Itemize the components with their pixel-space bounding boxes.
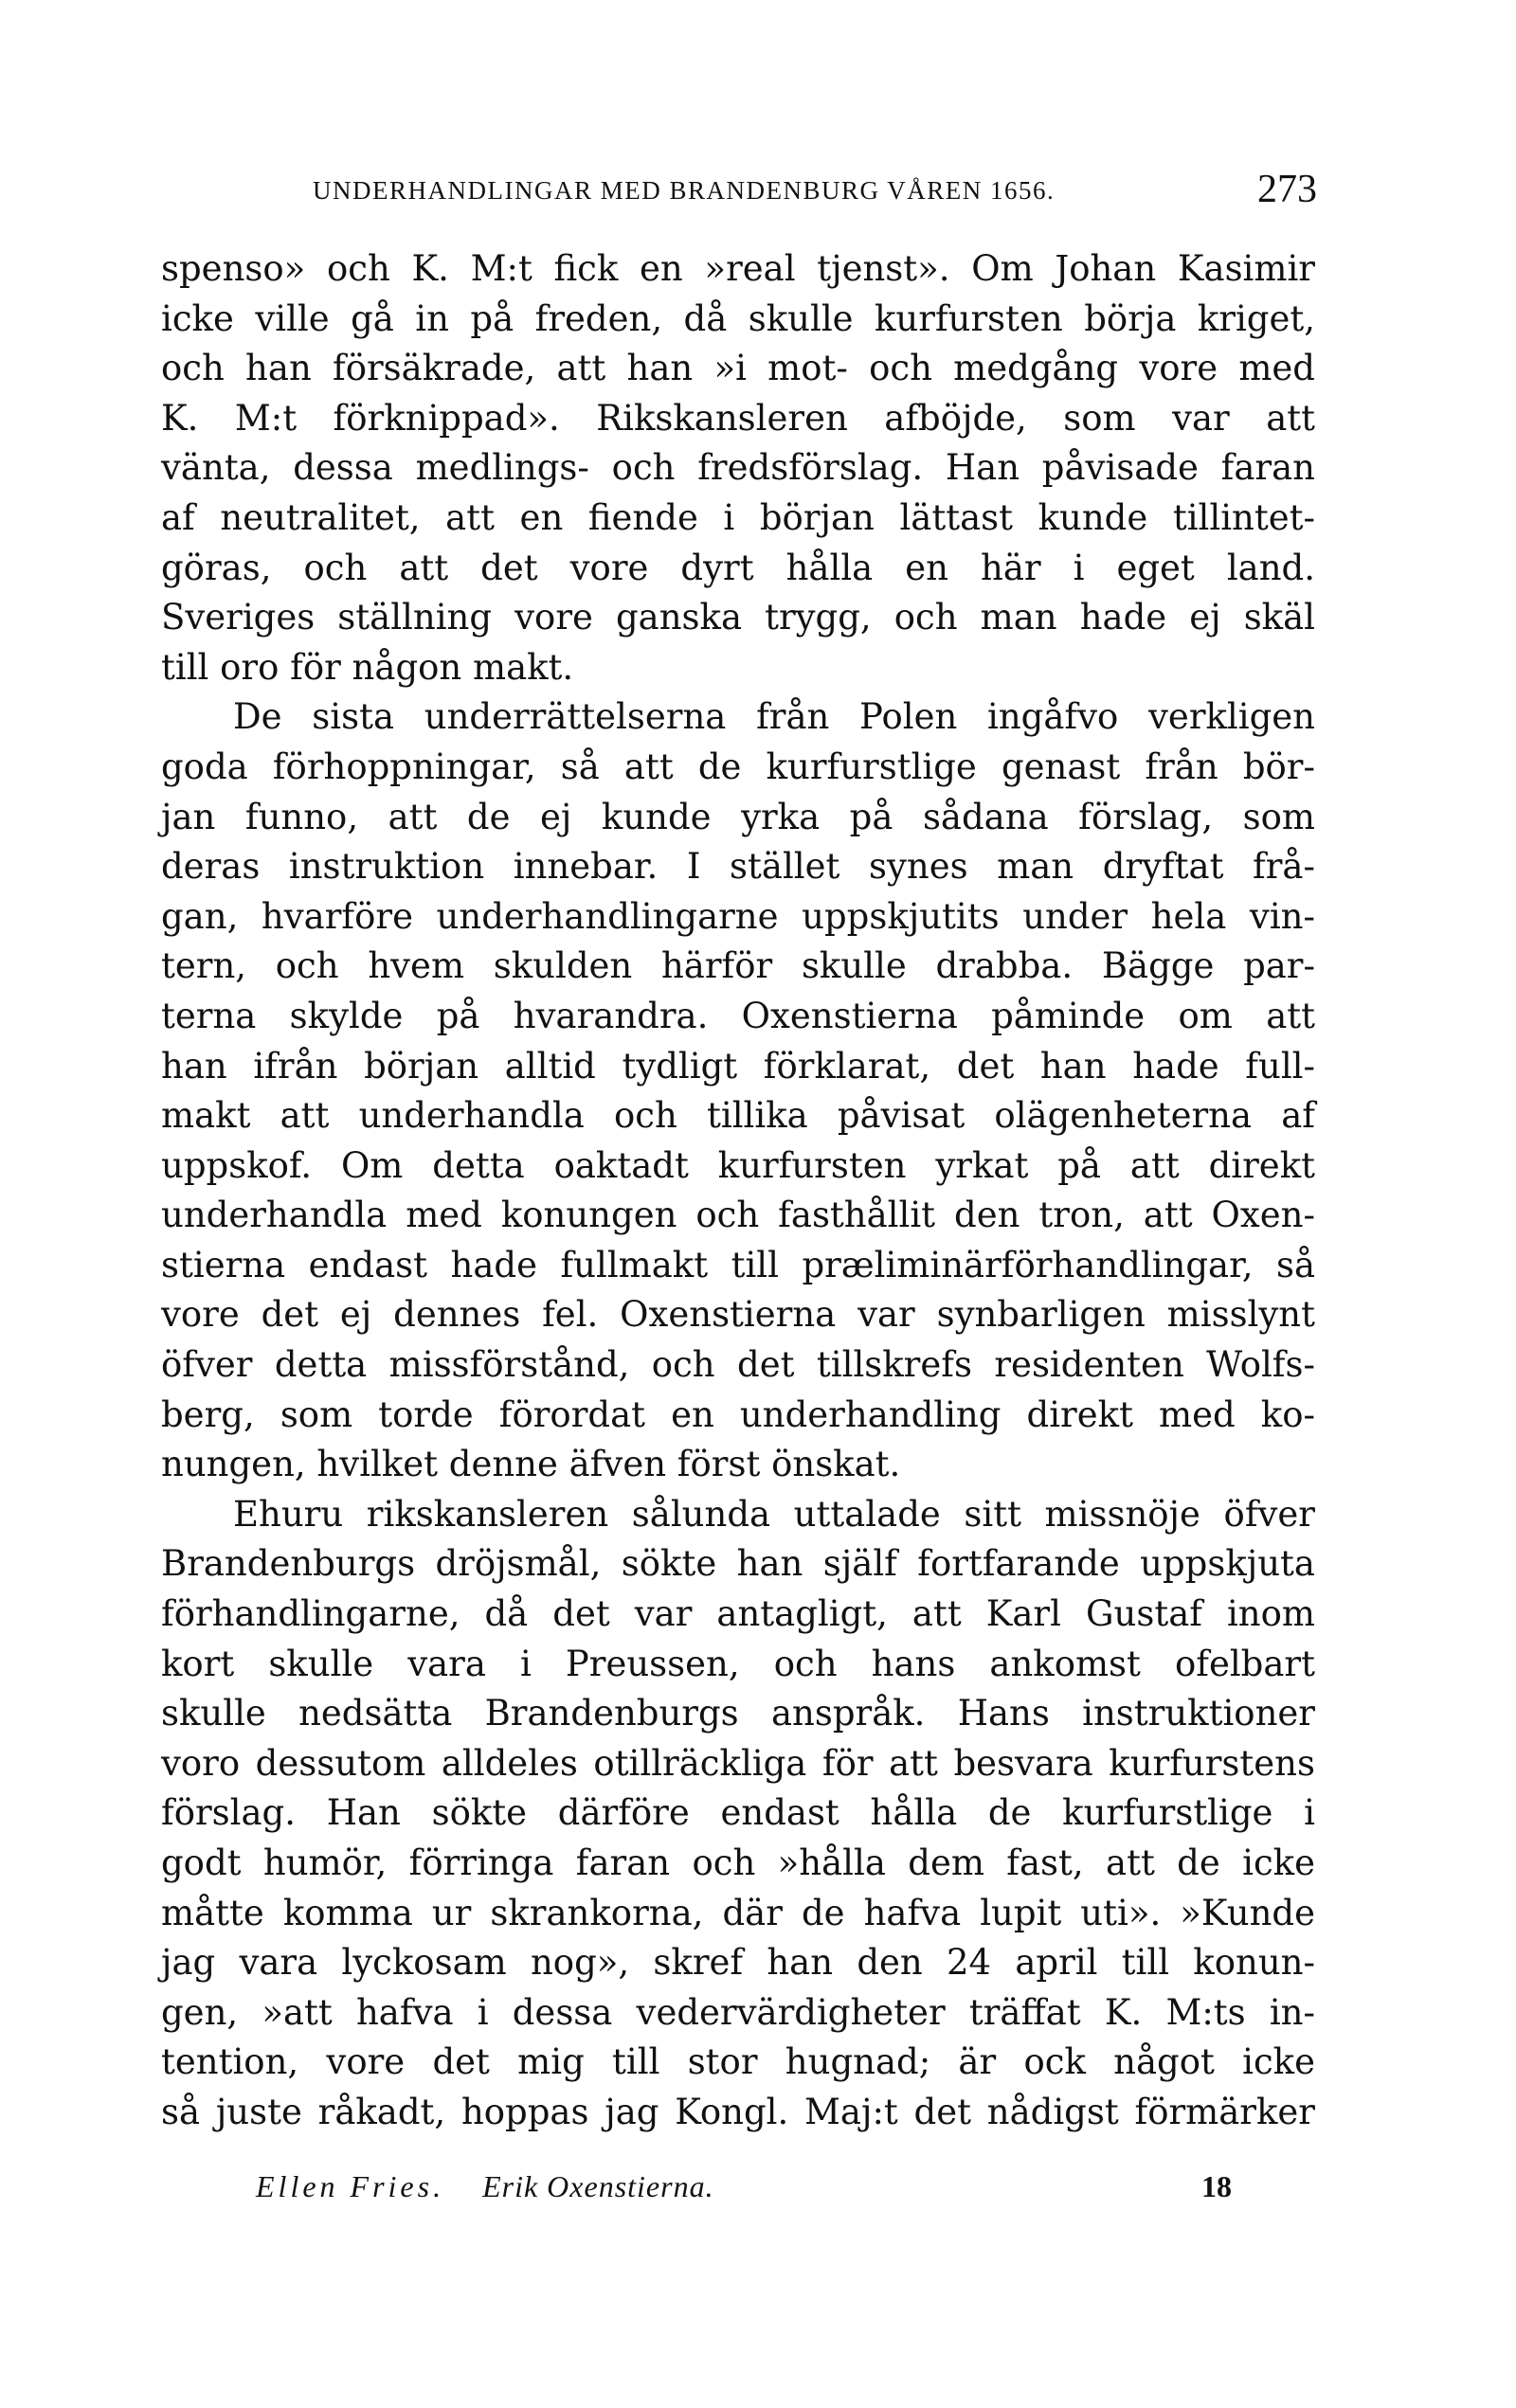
text-line: kort skulle vara i Preussen, och hans ankomst ofelbart (161, 1643, 1315, 1684)
text-line: Ehuru rikskansleren sålunda uttalade sitt missnöje öfver (233, 1493, 1315, 1535)
text-line: och han försäkrade, att han »i mot- och medgång vore med (161, 348, 1315, 389)
page-number: 273 (1257, 168, 1317, 211)
text-line: uppskof. Om detta oaktadt kurfursten yrkat på att direkt (161, 1144, 1315, 1186)
footer-author: Ellen Fries. (256, 2169, 445, 2203)
text-line: icke ville gå in på freden, då skulle kurfursten börja kriget, (161, 297, 1315, 339)
running-head (313, 167, 1317, 214)
sheet-number: 18 (1201, 2169, 1232, 2203)
footer-signature (256, 2169, 714, 2204)
text-line: spenso» och K. M:t fick en »real tjenst». Om Johan Kasimir (161, 248, 1315, 289)
body-text (161, 244, 1315, 2138)
text-line: voro dessutom alldeles otillräckliga för att besvara kurfurstens (161, 1742, 1315, 1784)
text-line: godt humör, förringa faran och »hålla dem fast, att de icke (161, 1842, 1315, 1883)
text-line: af neutralitet, att en fiende i början lättast kunde tillintet- (161, 496, 1315, 538)
text-line: stierna endast hade fullmakt till præliminärförhandlingar, så (161, 1244, 1315, 1285)
text-line: förhandlingarne, då det var antagligt, att Karl Gustaf inom (161, 1593, 1315, 1635)
text-line: De sista underrättelserna från Polen ingåfvo verkligen (233, 696, 1315, 738)
text-line: måtte komma ur skrankorna, där de hafva lupit uti». »Kunde (161, 1892, 1315, 1933)
text-line: goda förhoppningar, så att de kurfurstlige genast från bör- (161, 746, 1315, 787)
text-line: han ifrån början alltid tydligt förklarat, det han hade full- (161, 1045, 1315, 1087)
text-line: underhandla med konungen och fasthållit den tron, att Oxen- (161, 1195, 1315, 1236)
text-line: tention, vore det mig till stor hugnad; är ock något icke (161, 2041, 1315, 2083)
text-line: jan funno, att de ej kunde yrka på sådana förslag, som (161, 796, 1315, 837)
text-line: till oro för någon makt. (161, 646, 574, 688)
running-title: UNDERHANDLINGAR MED BRANDENBURG VÅREN 1656. (313, 176, 1056, 205)
text-line: vore det ej dennes fel. Oxenstierna var synbarligen misslynt (161, 1294, 1315, 1336)
text-line: vänta, dessa medlings- och fredsförslag. Han påvisade faran (161, 447, 1315, 489)
text-line: öfver detta missförstånd, och det tillskrefs residenten Wolfs- (161, 1344, 1315, 1386)
text-line: tern, och hvem skulden härför skulle drabba. Bägge par- (161, 945, 1315, 987)
page-footer (256, 2169, 1232, 2217)
footer-work-title: Erik Oxenstierna. (482, 2169, 714, 2203)
text-line: gan, hvarföre underhandlingarne uppskjutits under hela vin- (161, 895, 1315, 937)
text-line: nungen, hvilket denne äfven först önskat. (161, 1444, 901, 1485)
text-line: terna skylde på hvarandra. Oxenstierna påminde om att (161, 995, 1315, 1036)
text-line: göras, och att det vore dyrt hålla en här i eget land. (161, 547, 1315, 588)
text-line: så juste råkadt, hoppas jag Kongl. Maj:t det nådigst förmärker (161, 2091, 1315, 2132)
text-line: jag vara lyckosam nog», skref han den 24 april till konun- (161, 1942, 1315, 1984)
text-line: makt att underhandla och tillika påvisat olägenheterna af (161, 1095, 1315, 1137)
text-line: skulle nedsätta Brandenburgs anspråk. Hans instruktioner (161, 1693, 1315, 1734)
text-line: K. M:t förknippad». Rikskansleren afböjde, som var att (161, 397, 1315, 439)
text-line: berg, som torde förordat en underhandling direkt med ko- (161, 1393, 1315, 1435)
text-line: förslag. Han sökte därföre endast hålla de kurfurstlige i (161, 1792, 1315, 1834)
text-line: deras instruktion innebar. I stället synes man dryftat frå- (161, 846, 1315, 888)
text-line: Sveriges ställning vore ganska trygg, och man hade ej skäl (161, 597, 1315, 638)
text-line: gen, »att hafva i dessa vedervärdigheter träffat K. M:ts in- (161, 1991, 1315, 2033)
text-line: Brandenburgs dröjsmål, sökte han själf fortfarande uppskjuta (161, 1543, 1315, 1585)
